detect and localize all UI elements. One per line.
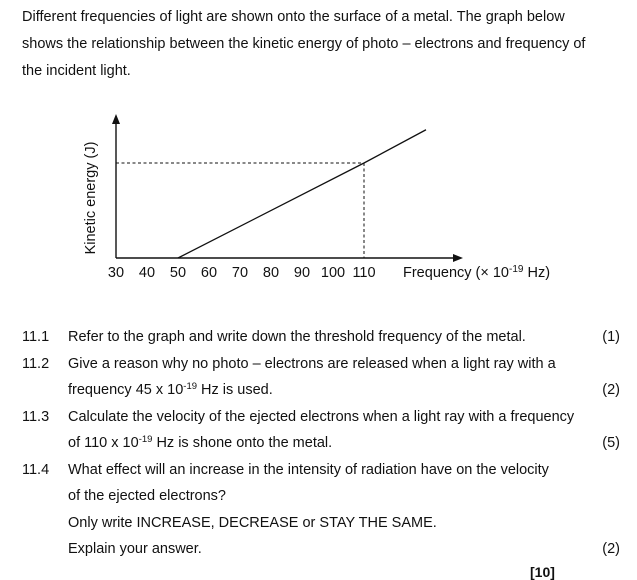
- question-text: [68, 351, 556, 378]
- question-line: [22, 324, 620, 351]
- x-tick-label: 80: [262, 265, 280, 281]
- x-tick-label: 70: [231, 265, 249, 281]
- question-item: [22, 457, 620, 563]
- x-tick-label: 100: [320, 265, 346, 281]
- y-axis-arrow: [112, 114, 120, 124]
- question-text-part: frequency 45 x 10: [68, 382, 184, 398]
- question-line: [22, 483, 612, 510]
- question-line: [22, 536, 620, 563]
- x-tick-label: 40: [138, 265, 156, 281]
- question-text-part: Hz is used.: [197, 382, 273, 398]
- question-line: [22, 430, 620, 457]
- question-marks: (5): [602, 435, 620, 451]
- question-text: [68, 510, 437, 537]
- x-axis-label: Frequency (× $10^{-19}$ Hz): [403, 264, 551, 281]
- question-text-part: What effect will an increase in the intensity of radiation have on the velocity: [68, 461, 549, 478]
- question-text-part: Give a reason why no photo – electrons are released when a light ray with a: [68, 355, 556, 372]
- question-text-part: Explain your answer.: [68, 541, 202, 557]
- question-item: [22, 351, 620, 404]
- x-tick-label: 30: [107, 265, 125, 281]
- question-item: [22, 324, 620, 351]
- question-text: [68, 324, 526, 351]
- x-axis-arrow: [453, 254, 463, 262]
- intro-line: shows the relationship between the kinetic energy of photo – electrons and frequency of: [22, 36, 586, 52]
- x-tick-label: 110: [352, 265, 376, 281]
- question-line: [22, 404, 612, 431]
- kinetic-energy-line: [178, 130, 426, 258]
- y-axis-label: Kinetic energy (J): [83, 141, 99, 255]
- question-text-part: of 110 x 10: [68, 435, 139, 451]
- question-text-part: of the ejected electrons?: [68, 488, 226, 504]
- question-text: [68, 536, 202, 563]
- question-line: [22, 377, 620, 404]
- x-tick-label: 50: [169, 265, 187, 281]
- question-text: [68, 430, 332, 457]
- intro-line: Different frequencies of light are shown onto the surface of a metal. The graph below: [22, 9, 565, 25]
- exponent: -19: [183, 381, 198, 392]
- question-text: [68, 483, 226, 510]
- question-line: [22, 510, 612, 537]
- question-text-part: Refer to the graph and write down the threshold frequency of the metal.: [68, 329, 526, 345]
- question-text: [68, 404, 574, 431]
- question-text-part: Only write INCREASE, DECREASE or STAY THE SAME.: [68, 514, 437, 531]
- question-text-part: Calculate the velocity of the ejected electrons when a light ray with a frequency: [68, 408, 575, 425]
- exponent: -19: [138, 434, 153, 445]
- question-item: [22, 404, 620, 457]
- question-line: [22, 457, 612, 484]
- question-marks: (2): [602, 541, 620, 557]
- x-tick-label: 90: [293, 265, 311, 281]
- question-line: [22, 351, 612, 378]
- question-number: 11.2: [22, 355, 50, 372]
- question-text: [68, 457, 549, 484]
- intro-line: the incident light.: [22, 63, 131, 79]
- question-text: [68, 377, 273, 404]
- total-marks: [10]: [530, 564, 555, 580]
- question-text-part: Hz is shone onto the metal.: [152, 435, 333, 451]
- axes: [112, 114, 463, 262]
- x-tick-label: 60: [200, 265, 218, 281]
- question-marks: (1): [602, 329, 620, 345]
- question-number: 11.1: [22, 329, 50, 345]
- question-number: 11.4: [22, 461, 50, 478]
- question-number: 11.3: [22, 408, 50, 425]
- question-marks: (2): [602, 382, 620, 398]
